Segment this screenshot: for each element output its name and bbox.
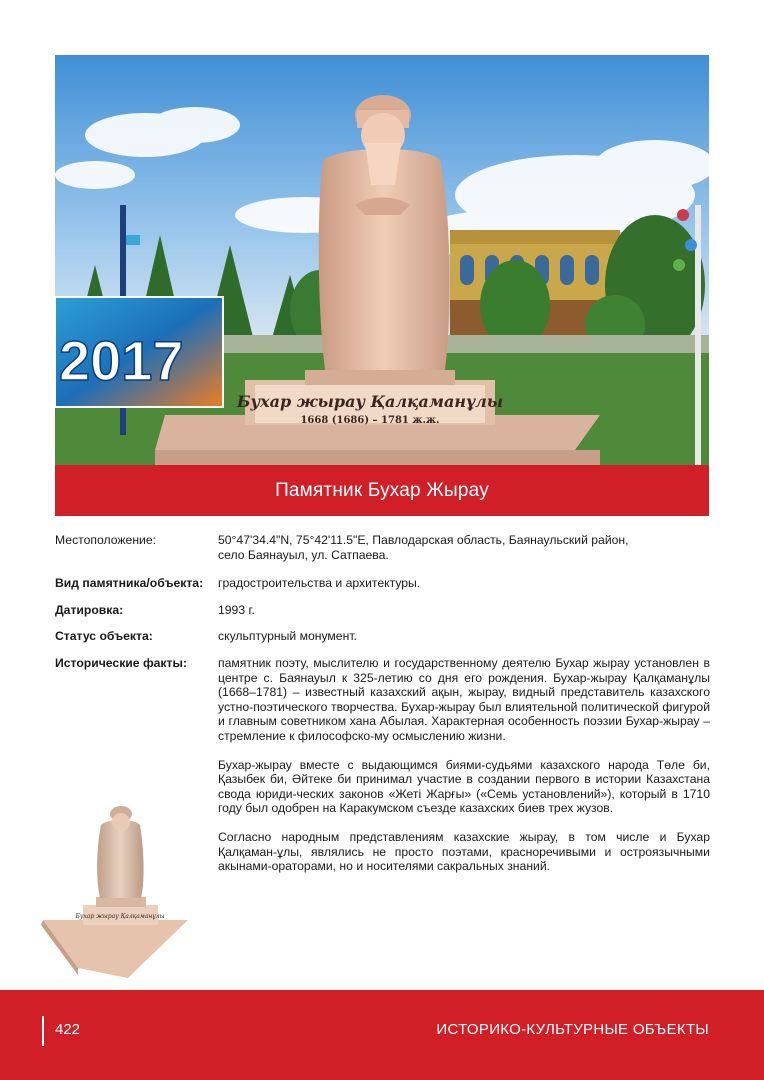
type-label: Вид памятника/объекта: [55, 576, 204, 590]
thumb-plaque-text: Бухар жырау Қалқаманұлы [75, 913, 165, 920]
year-sign [55, 297, 223, 407]
location-row [55, 533, 710, 576]
location-label: Местоположение: [55, 533, 157, 547]
history-paragraph: Бухар-жырау вместе с выдающимся биями-судьями казахского народа Төле би, Қазыбек би, Әйтеке би принимал участие в создании первого в истории Казахстана свода юриди-ческих законов «Жеті Жарғы» («Семь установлений»), который в 1710 году был одобрен на Каракумском съезде казахских биев трех жузов. [218, 757, 710, 816]
dating-value: 1993 г. [218, 603, 255, 617]
location-line: село Баянауыл, ул. Сатпаева. [218, 547, 389, 562]
page-footer [0, 990, 764, 1080]
section-title: ИСТОРИКО-КУЛЬТУРНЫЕ ОБЪЕКТЫ [436, 1021, 709, 1038]
history-value [218, 656, 710, 874]
status-label: Статус объекта: [55, 629, 153, 643]
type-row [55, 576, 710, 603]
status-value: скульптурный монумент. [218, 629, 357, 643]
plaque-dates: 1668 (1686) – 1781 ж.ж. [300, 415, 440, 426]
history-paragraph: памятник поэту, мыслителю и государственному деятелю Бухар жырау установлен в центре с. Баянауыл к 325-летию со дня его рождения. Бухар-жырау Қалқаманұлы (1668–1781) – известный казахский ақын, жырау, видный представитель казахского устно-поэтического творчества. Бухар-жырау был влиятельной политической фигурой и главным советником хана Абылая. Характерная особенность поэзии Бухар-жырау – стремление к философско-му осмыслению жизни. [218, 656, 710, 743]
location-line: 50°47'34.4"N, 75°42'11.5"E, Павлодарская область, Баянаульский район, [218, 533, 629, 547]
page-title: Памятник Бухар Жырау [55, 465, 709, 516]
dating-label: Датировка: [55, 603, 124, 617]
dating-row [55, 603, 710, 629]
location-value [218, 533, 710, 562]
history-label: Исторические факты: [55, 656, 187, 670]
type-value: градостроительства и архитектуры. [218, 576, 421, 590]
status-row [55, 629, 710, 656]
plaque-name: Бухар жырау Қалқаманұлы [236, 392, 504, 411]
history-paragraph: Согласно народным представлениям казахские жырау, в том числе и Бухар Қалқаман-ұлы, являлись не просто поэтами, красноречивыми и остроязычными акынами-ораторами, но и носителями сакральных знаний. [218, 829, 710, 874]
page-number: 422 [55, 1021, 81, 1038]
year-sign-text: 2017 [59, 329, 184, 392]
monument-thumbnail [38, 800, 190, 980]
hero-photo [55, 55, 709, 465]
footer-divider [42, 1016, 44, 1046]
